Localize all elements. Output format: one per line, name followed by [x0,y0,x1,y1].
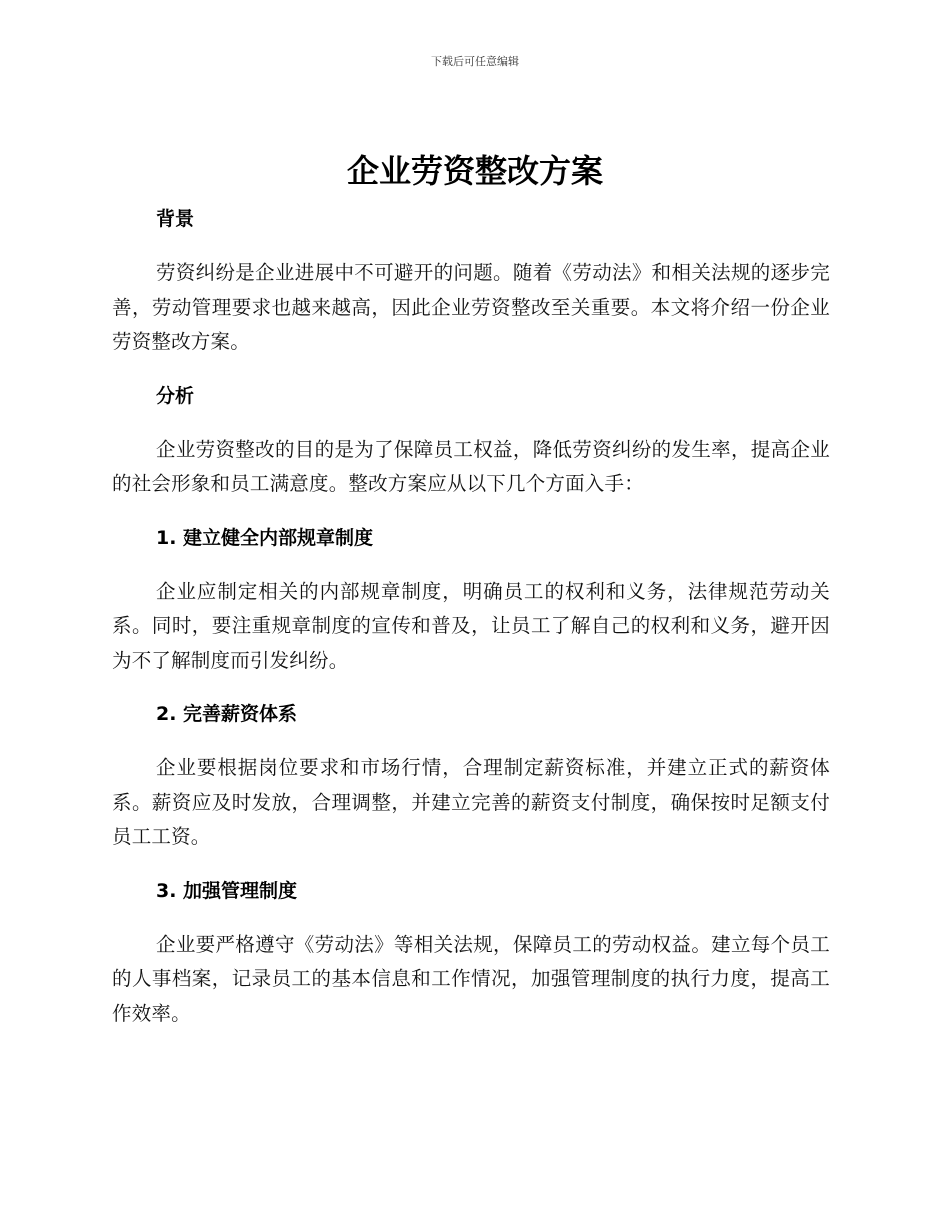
section-heading-salary: 2. 完善薪资体系 [156,703,298,725]
page-header-note: 下载后可任意编辑 [431,55,519,68]
section-paragraph-rules: 企业应制定相关的内部规章制度，明确员工的权利和义务，法律规范劳动关系。同时，要注重规章制度的宣传和普及，让员工了解自己的权利和义务，避开因为不了解制度而引发纠纷。 [112,579,830,672]
section-heading-background: 背景 [156,208,195,230]
document-body [112,202,830,1050]
section-heading-management: 3. 加强管理制度 [156,879,298,902]
section-heading-analysis: 分析 [156,384,195,407]
section-paragraph-analysis: 企业劳资整改的目的是为了保障员工权益，降低劳资纠纷的发生率，提高企业的社会形象和员工满意度。整改方案应从以下几个方面入手： [112,437,830,495]
section-paragraph-salary: 企业要根据岗位要求和市场行情，合理制定薪资标准，并建立正式的薪资体系。薪资应及时发放，合理调整，并建立完善的薪资支付制度，确保按时足额支付员工工资。 [112,756,830,848]
section-paragraph-background: 劳资纠纷是企业进展中不可避开的问题。随着《劳动法》和相关法规的逐步完善，劳动管理要求也越来越高，因此企业劳资整改至关重要。本文将介绍一份企业劳资整改方案。 [112,261,830,353]
document-title: 企业劳资整改方案 [346,152,603,190]
section-heading-rules: 1. 建立健全内部规章制度 [156,526,374,549]
section-paragraph-management: 企业要严格遵守《劳动法》等相关法规，保障员工的劳动权益。建立每个员工的人事档案，记录员工的基本信息和工作情况，加强管理制度的执行力度，提高工作效率。 [112,932,830,1025]
